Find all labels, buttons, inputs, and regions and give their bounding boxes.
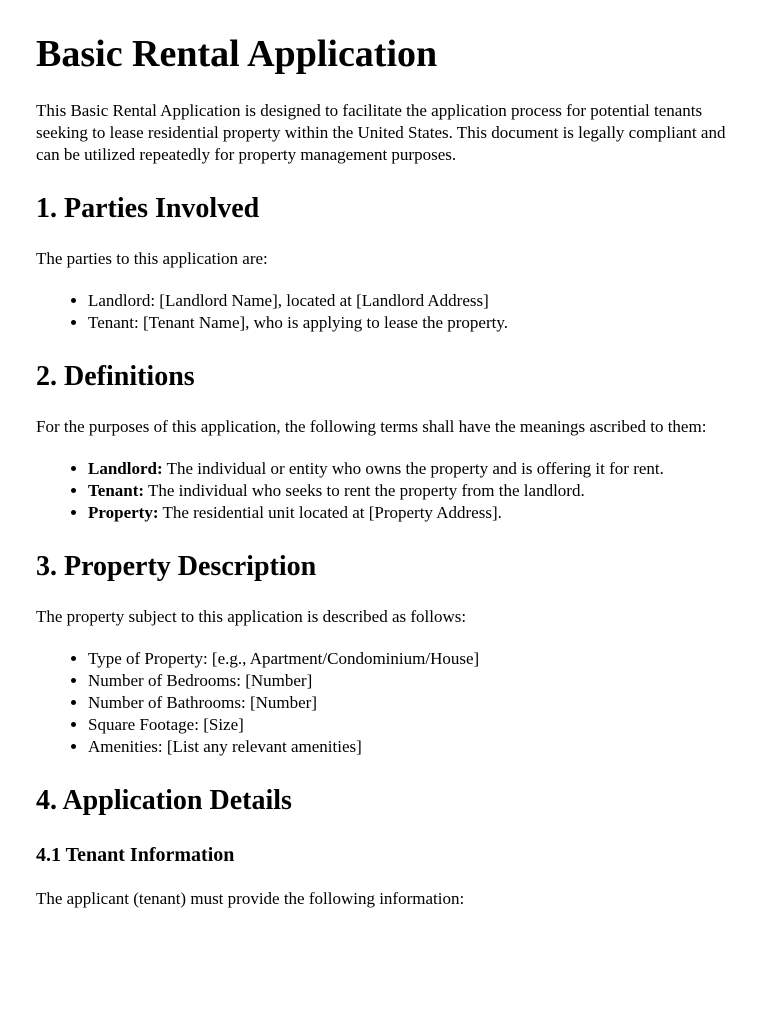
section-heading: 3. Property Description bbox=[36, 551, 317, 582]
definition-term: Tenant: bbox=[88, 481, 145, 500]
section-heading: 4. Application Details bbox=[36, 785, 292, 816]
section-definitions bbox=[36, 360, 734, 524]
list-item bbox=[88, 458, 734, 480]
list-item: • Type of Property: [e.g., Apartment/Condominium/House] bbox=[88, 648, 734, 670]
parties-list bbox=[36, 290, 734, 334]
section-application bbox=[36, 784, 734, 910]
definition-text: The individual or entity who owns the property and is offering it for rent. bbox=[162, 459, 664, 478]
subsection-heading: 4.1 Tenant Information bbox=[36, 844, 235, 866]
list-item: • Amenities: [List any relevant amenities] bbox=[88, 736, 734, 758]
list-item: • Number of Bathrooms: [Number] bbox=[88, 692, 734, 714]
list-item: • Square Footage: [Size] bbox=[88, 714, 734, 736]
property-list bbox=[36, 648, 734, 758]
definition-text: The individual who seeks to rent the property from the landlord. bbox=[144, 481, 585, 500]
section-heading: 2. Definitions bbox=[36, 361, 195, 392]
list-item: • Landlord: [Landlord Name], located at [Landlord Address] bbox=[88, 290, 734, 312]
definition-text: The residential unit located at [Property Address]. bbox=[158, 503, 502, 522]
section-lead: The parties to this application are: bbox=[36, 249, 268, 268]
list-item bbox=[88, 502, 734, 524]
section-parties bbox=[36, 192, 734, 334]
intro-paragraph: This Basic Rental Application is designed to facilitate the application process for potential tenants seeking to lease residential property within the United States. This document is legally compliant and can be utilized repeatedly for property management purposes. bbox=[36, 101, 726, 164]
section-heading: 1. Parties Involved bbox=[36, 193, 260, 224]
section-lead: The property subject to this application is described as follows: bbox=[36, 607, 467, 626]
list-item bbox=[88, 480, 734, 502]
definition-term: Property: bbox=[88, 503, 159, 522]
section-property bbox=[36, 550, 734, 758]
definition-term: Landlord: bbox=[88, 459, 163, 478]
list-item: • Number of Bedrooms: [Number] bbox=[88, 670, 734, 692]
document-title: Basic Rental Application bbox=[36, 33, 438, 75]
list-item: • Tenant: [Tenant Name], who is applying to lease the property. bbox=[88, 312, 734, 334]
definitions-list bbox=[36, 458, 734, 524]
section-lead: The applicant (tenant) must provide the following information: bbox=[36, 889, 465, 908]
section-lead: For the purposes of this application, the following terms shall have the meanings ascribed to them: bbox=[36, 417, 707, 436]
